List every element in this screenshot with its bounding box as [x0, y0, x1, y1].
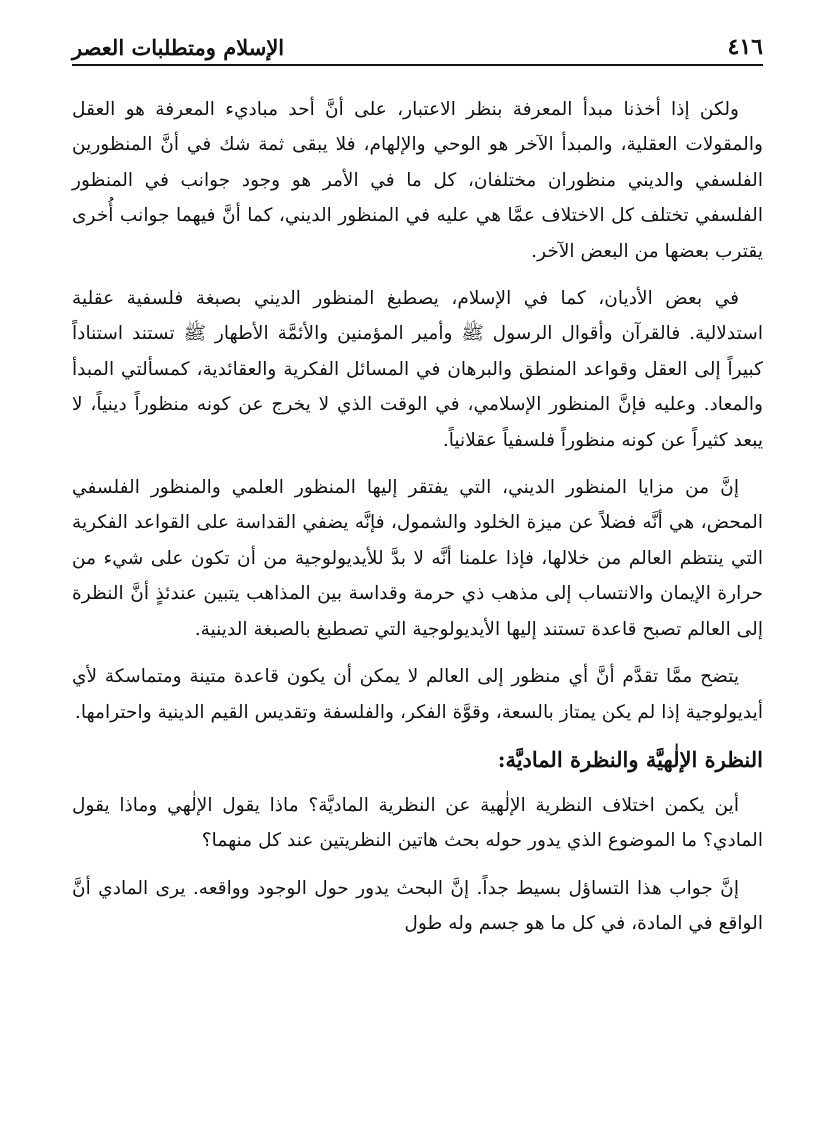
- page-body: [72, 92, 763, 954]
- paragraph: إنَّ جواب هذا التساؤل بسيط جداً. إنَّ البحث يدور حول الوجود وواقعه. يرى المادي أنَّ الواقع في المادة، في كل ما هو جسم وله طول: [72, 877, 763, 935]
- section-heading: النظرة الإلٰهيَّة والنظرة الماديَّة:: [497, 746, 763, 772]
- paragraph: إنَّ من مزايا المنظور الديني، التي يفتقر إليها المنظور العلمي والمنظور الفلسفي المحض، هي أنَّه فضلاً عن ميزة الخلود والشمول، فإنَّه يضفي القداسة على القواعد الفكرية التي ينتظم العالم من خلالها، فإذا علمنا أنَّه لا بدَّ للأيديولوجية من أن تكون على شيء من حرارة الإيمان والانتساب إلى مذهب ذي حرمة وقداسة بين المذاهب يتبين عندئذٍ أنَّ النظرة إلى العالم تصبح قاعدة تستند إليها الأيديولوجية التي تصطبغ بالصبغة الدينية.: [72, 477, 763, 640]
- page-header: [72, 26, 763, 66]
- paragraph: يتضح ممَّا تقدَّم أنَّ أي منظور إلى العالم لا يمكن أن يكون قاعدة متينة ومتماسكة لأي أيديولوجية إذا لم يكن يمتاز بالسعة، وقوَّة الفكر، والفلسفة وتقديس القيم الدينية واحترامها.: [72, 666, 763, 723]
- running-title: الإسلام ومتطلبات العصر: [72, 35, 285, 60]
- paragraph: ولكن إذا أخذنا مبدأ المعرفة بنظر الاعتبار، على أنَّ أحد مباديء المعرفة هو العقل والمقولات العقلية، والمبدأ الآخر هو الوحي والإلهام، فلا يبقى ثمة شك في أنَّ المنظورين الفلسفي والديني منظوران مختلفان، كل ما في الأمر هو وجود جوانب في المنظور الفلسفي تختلف كل الاختلاف عمَّا هي عليه في المنظور الديني، كما أنَّ فيهما جوانب أُخرى يقترب بعضها من البعض الآخر.: [72, 99, 763, 262]
- paragraph: أين يكمن اختلاف النظرية الإلٰهية عن النظرية الماديَّة؟ ماذا يقول الإلٰهي وماذا يقول المادي؟ ما الموضوع الذي يدور حوله بحث هاتين النظريتين عند كل منهما؟: [72, 794, 763, 852]
- paragraph: في بعض الأديان، كما في الإسلام، يصطبغ المنظور الديني بصبغة فلسفية عقلية استدلالية. فالقرآن وأقوال الرسول ﷺ وأمير المؤمنين والأئمَّة الأطهار ﷺ تستند استناداً كبيراً إلى العقل وقواعد المنطق والبرهان في المسائل الفكرية والعقائدية، كمسألتي المبدأ والمعاد. وعليه فإنَّ المنظور الإسلامي، في الوقت الذي لا يخرج عن كونه منظوراً دينياً، لا يبعد كثيراً عن كونه منظوراً فلسفياً عقلانياً.: [72, 288, 763, 451]
- page-number: ٤١٦: [727, 34, 763, 60]
